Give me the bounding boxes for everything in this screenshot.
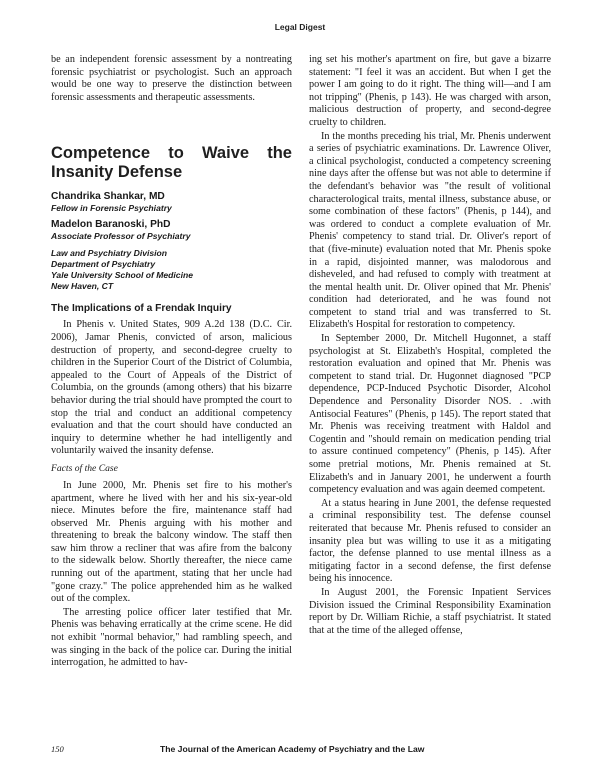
author-role-2: Associate Professor of Psychiatry bbox=[51, 231, 191, 242]
body-paragraph: In September 2000, Dr. Mitchell Hugonnet, a staff psychologist at St. Elizabeth's Hospital, completed the restoration evaluation and opined that Mr. Phenis was competent to stand trial. Dr. Hugonnet diagnosed "PCP dependence, PCP-Induced Psychotic Disorder, Alcohol Dependence and Personality Disorder NOS. . .with Antisocial Features" (Phenis, p 145). The report stated that Mr. Phenis was receiving treatment with Haldol and Cogentin and "should remain on medication pending trial to assure continued competency" (Phenis, p 145). After some pretrial motions, Mr. Phenis remained at St. Elizabeth's and in January 2001, he underwent a fourth competency evaluation and was again deemed competent. bbox=[309, 333, 551, 496]
article-title: Competence to Waive the Insanity Defense bbox=[51, 144, 292, 182]
intro-paragraph: be an independent forensic assessment by a nontreating forensic psychiatrist or psychologist. Such an approach would be one way to preserve the distinction between forensic assessments and therapeutic assessments. bbox=[51, 54, 292, 103]
body-paragraph: ing set his mother's apartment on fire, but gave a bizarre statement: "I feel it was an accident. But when I get the power I am going to do it right. The thing will—and I am not tripping" (Phenis, p 143). He was charged with arson, malicious destruction of property, and second-degree cruelty to children. bbox=[309, 54, 551, 128]
affiliation-line: New Haven, CT bbox=[51, 281, 114, 292]
right-column bbox=[309, 54, 551, 638]
body-paragraph: In the months preceding his trial, Mr. Phenis underwent a series of psychiatric examinations. Dr. Lawrence Oliver, a clinical psychologist, conducted a competency screening nine days after the offense but was not able to determine if the defendant's behavior was "the result of volitional characterological traits, mental illness, substance abuse, or some combination of these factors" (Phenis, p 144), and was ordered to conduct a complete evaluation of Mr. Phenis' competency to stand trial. Dr. Oliver's report of that (five-minute) evaluation noted that Mr. Phenis spoke in a rapid, disjointed manner, was malodorous and disheveled, and had refused to comply with treatment at the mental health unit. Dr. Oliver opined that Mr. Phenis' condition had deteriorated, and he was found not competent to stand trial and was transferred to St. Elizabeth's Hospital for restoration to competency. bbox=[309, 130, 551, 331]
affiliation-line: Department of Psychiatry bbox=[51, 259, 156, 270]
body-paragraph: In Phenis v. United States, 909 A.2d 138 (D.C. Cir. 2006), Jamar Phenis, convicted of arson, malicious destruction of property, and second-degree cruelty to children in the Superior Court of the District of Columbia, appealed to the Court of Appeals of the District of Columbia, on the grounds (among others) that his bizarre behavior during the trial should have prompted the court to stop the trial and conduct an additional competency evaluation and that the court should have conducted an inquiry to determine whether he had intelligently and voluntarily waived the insanity defense. bbox=[51, 319, 292, 457]
running-head: Legal Digest bbox=[274, 22, 326, 32]
body-paragraph: At a status hearing in June 2001, the defense requested a criminal responsibility test. The defense counsel reiterated that because Mr. Phenis refused to consider an insanity plea but was willing to use it as a mitigating factor, the defense planned to use mental illness as a mitigating factor in a second defense, the first defense being his innocence. bbox=[309, 497, 551, 585]
journal-name: The Journal of the American Academy of Psychiatry and the Law bbox=[160, 744, 425, 754]
left-column bbox=[51, 54, 292, 671]
affiliation-line: Law and Psychiatry Division bbox=[51, 248, 168, 259]
body-paragraph: The arresting police officer later testified that Mr. Phenis was behaving erratically at the crime scene. He did not exhibit "normal behavior," had rambling speech, and was singing in the back of the police car. During the initial interrogation, he admitted to hav- bbox=[51, 606, 292, 669]
author-name-2: Madelon Baranoski, PhD bbox=[51, 219, 171, 231]
section-heading: The Implications of a Frendak Inquiry bbox=[51, 303, 232, 315]
body-paragraph: In June 2000, Mr. Phenis set fire to his mother's apartment, where he lived with her and his six-year-old niece. Minutes before the fire, maintenance staff had observed Mr. Phenis arguing with his mother and threatening to break the balcony window. The staff then saw him throw a recliner that was afire from the balcony to the sidewalk below. Shortly thereafter, the niece came running out of the apartment, stating that her uncle had "gone crazy." The police apprehended him as he walked out of the complex. bbox=[51, 479, 292, 605]
affiliation bbox=[51, 248, 292, 292]
page-number: 150 bbox=[51, 744, 64, 754]
author-name-1: Chandrika Shankar, MD bbox=[51, 191, 165, 203]
subheading: Facts of the Case bbox=[51, 462, 118, 474]
affiliation-line: Yale University School of Medicine bbox=[51, 270, 193, 281]
body-paragraph: In August 2001, the Forensic Inpatient Services Division issued the Criminal Responsibility Examination report by Dr. William Richie, a staff psychiatrist. It stated that at the time of the alleged offense, bbox=[309, 586, 551, 636]
author-role-1: Fellow in Forensic Psychiatry bbox=[51, 203, 172, 214]
